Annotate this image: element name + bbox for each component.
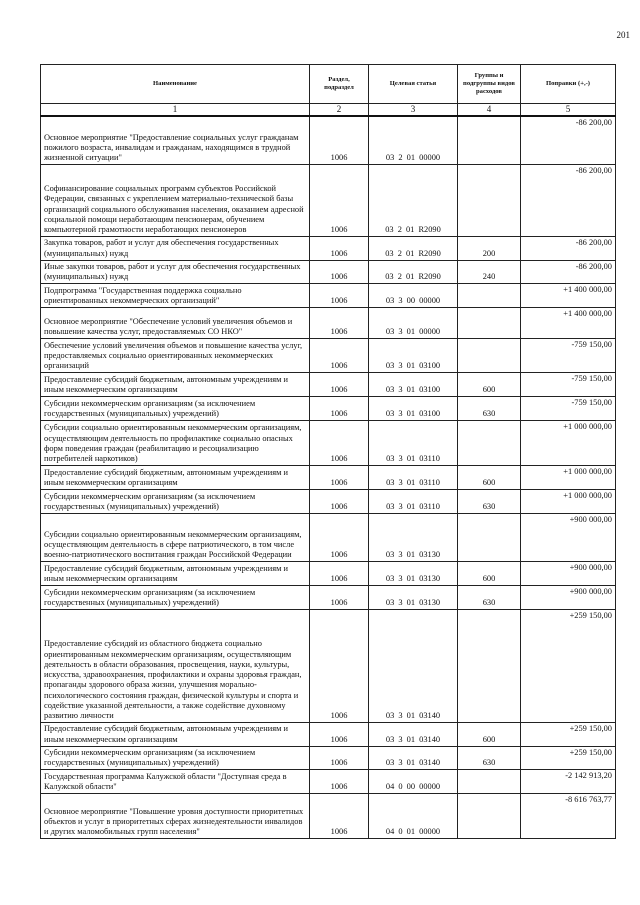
row-expense-group: 630	[458, 586, 521, 610]
row-target-article: 03 3 01 03130	[369, 562, 458, 586]
row-name: Государственная программа Калужской области "Доступная среда в Калужской области"	[41, 770, 310, 794]
table-row	[41, 466, 616, 490]
table-header-row	[41, 65, 616, 104]
table-row	[41, 421, 616, 466]
header-section: Раздел, подраздел	[310, 65, 369, 104]
row-name: Закупка товаров, работ и услуг для обеспечения государственных (муниципальных) нужд	[41, 237, 310, 261]
row-section: 1006	[310, 770, 369, 794]
row-expense-group: 600	[458, 723, 521, 747]
row-name: Субсидии социально ориентированным некоммерческим организациям, осуществляющим деятельность по профилактике социально опасных форм поведения граждан (реабилитацию и ресоциализацию потребителей наркотиков)	[41, 421, 310, 466]
row-target-article: 04 0 01 00000	[369, 794, 458, 839]
row-expense-group: 240	[458, 260, 521, 284]
row-section: 1006	[310, 490, 369, 514]
row-target-article: 04 0 00 00000	[369, 770, 458, 794]
column-number: 4	[458, 104, 521, 116]
row-name: Предоставление субсидий бюджетным, автономным учреждениям и иным некоммерческим организациям	[41, 466, 310, 490]
row-expense-group	[458, 165, 521, 237]
row-section: 1006	[310, 165, 369, 237]
row-expense-group: 630	[458, 746, 521, 770]
row-section: 1006	[310, 746, 369, 770]
row-target-article: 03 3 01 00000	[369, 308, 458, 339]
row-expense-group: 600	[458, 373, 521, 397]
row-expense-group	[458, 794, 521, 839]
row-section: 1006	[310, 373, 369, 397]
row-amendment: +1 400 000,00	[521, 284, 616, 308]
row-amendment: +259 150,00	[521, 610, 616, 723]
row-section: 1006	[310, 260, 369, 284]
row-section: 1006	[310, 466, 369, 490]
table-row	[41, 610, 616, 723]
row-name: Предоставление субсидий бюджетным, автономным учреждениям и иным некоммерческим организациям	[41, 373, 310, 397]
row-expense-group	[458, 308, 521, 339]
row-amendment: +900 000,00	[521, 562, 616, 586]
row-expense-group	[458, 339, 521, 373]
row-amendment: -86 200,00	[521, 165, 616, 237]
column-number-row	[41, 104, 616, 116]
row-section: 1006	[310, 610, 369, 723]
table-row	[41, 562, 616, 586]
row-amendment: +259 150,00	[521, 723, 616, 747]
row-section: 1006	[310, 397, 369, 421]
row-amendment: +1 400 000,00	[521, 308, 616, 339]
table-row	[41, 165, 616, 237]
row-name: Иные закупки товаров, работ и услуг для обеспечения государственных (муниципальных) нужд	[41, 260, 310, 284]
row-target-article: 03 3 01 03100	[369, 339, 458, 373]
column-number: 3	[369, 104, 458, 116]
row-expense-group: 630	[458, 490, 521, 514]
row-expense-group: 200	[458, 237, 521, 261]
row-section: 1006	[310, 794, 369, 839]
row-expense-group	[458, 284, 521, 308]
row-name: Подпрограмма "Государственная поддержка социально ориентированных некоммерческих организаций"	[41, 284, 310, 308]
row-expense-group	[458, 610, 521, 723]
row-amendment: -759 150,00	[521, 397, 616, 421]
table-row	[41, 794, 616, 839]
row-amendment: -86 200,00	[521, 116, 616, 165]
row-amendment: +900 000,00	[521, 514, 616, 562]
table-row	[41, 373, 616, 397]
row-amendment: -86 200,00	[521, 260, 616, 284]
header-amend: Поправки (+,-)	[521, 65, 616, 104]
row-amendment: -8 616 763,77	[521, 794, 616, 839]
row-expense-group: 600	[458, 466, 521, 490]
row-section: 1006	[310, 562, 369, 586]
row-section: 1006	[310, 723, 369, 747]
row-name: Субсидии социально ориентированным некоммерческим организациям, осуществляющим деятельность в сфере патриотического, в том числе военно-патриотического воспитания граждан Российской Федерации	[41, 514, 310, 562]
row-target-article: 03 3 01 03140	[369, 746, 458, 770]
row-name: Софинансирование социальных программ субъектов Российской Федерации, связанных с укреплением материально-технической базы организаций социального обслуживания населения, оказанием адресной социальной помощи неработающим пенсионерам, обучением компьютерной грамотности неработающих пенсионеров	[41, 165, 310, 237]
row-name: Основное мероприятие "Обеспечение условий увеличения объемов и повышение качества услуг, предоставляемых СО НКО"	[41, 308, 310, 339]
row-name: Предоставление субсидий из областного бюджета социально ориентированным некоммерческим организациям, осуществляющим деятельность в области образования, просвещения, науки, культуры, искусства, здравоохранения, профилактики и охраны здоровья граждан, пропаганды здорового образа жизни, улучшения морально-психологического состояния граждан, физической культуры и спорта и содействие указанной деятельности, а также содействие духовному развитию личности	[41, 610, 310, 723]
table-row	[41, 514, 616, 562]
table-row	[41, 586, 616, 610]
row-target-article: 03 3 01 03110	[369, 490, 458, 514]
row-target-article: 03 3 01 03100	[369, 373, 458, 397]
column-number: 2	[310, 104, 369, 116]
row-expense-group: 630	[458, 397, 521, 421]
row-expense-group	[458, 116, 521, 165]
row-section: 1006	[310, 514, 369, 562]
row-section: 1006	[310, 421, 369, 466]
row-target-article: 03 3 01 03140	[369, 610, 458, 723]
row-name: Субсидии некоммерческим организациям (за исключением государственных (муниципальных) учреждений)	[41, 586, 310, 610]
row-target-article: 03 3 01 03140	[369, 723, 458, 747]
row-amendment: -2 142 913,20	[521, 770, 616, 794]
row-expense-group: 600	[458, 562, 521, 586]
row-name: Основное мероприятие "Предоставление социальных услуг гражданам пожилого возраста, инвалидам и гражданам, находящимся в трудной жизненной ситуации"	[41, 116, 310, 165]
row-target-article: 03 2 01 00000	[369, 116, 458, 165]
row-section: 1006	[310, 586, 369, 610]
row-name: Субсидии некоммерческим организациям (за исключением государственных (муниципальных) учреждений)	[41, 490, 310, 514]
table-row	[41, 260, 616, 284]
table-row	[41, 116, 616, 165]
row-amendment: -759 150,00	[521, 339, 616, 373]
table-row	[41, 770, 616, 794]
row-amendment: +1 000 000,00	[521, 421, 616, 466]
row-amendment: -759 150,00	[521, 373, 616, 397]
row-section: 1006	[310, 339, 369, 373]
row-expense-group	[458, 421, 521, 466]
page-number: 201	[616, 30, 630, 40]
table-row	[41, 723, 616, 747]
row-name: Субсидии некоммерческим организациям (за исключением государственных (муниципальных) учреждений)	[41, 397, 310, 421]
row-name: Субсидии некоммерческим организациям (за исключением государственных (муниципальных) учреждений)	[41, 746, 310, 770]
row-amendment: +1 000 000,00	[521, 490, 616, 514]
column-number: 1	[41, 104, 310, 116]
row-target-article: 03 3 00 00000	[369, 284, 458, 308]
header-groups: Группы и подгруппы видов расходов	[458, 65, 521, 104]
row-section: 1006	[310, 237, 369, 261]
row-target-article: 03 3 01 03100	[369, 397, 458, 421]
header-target: Целевая статья	[369, 65, 458, 104]
header-name: Наименование	[41, 65, 310, 104]
table-row	[41, 746, 616, 770]
row-section: 1006	[310, 284, 369, 308]
row-section: 1006	[310, 308, 369, 339]
row-name: Предоставление субсидий бюджетным, автономным учреждениям и иным некоммерческим организациям	[41, 723, 310, 747]
row-expense-group	[458, 514, 521, 562]
row-amendment: +900 000,00	[521, 586, 616, 610]
column-number: 5	[521, 104, 616, 116]
row-amendment: +1 000 000,00	[521, 466, 616, 490]
row-target-article: 03 3 01 03110	[369, 466, 458, 490]
table-row	[41, 284, 616, 308]
row-target-article: 03 3 01 03130	[369, 586, 458, 610]
table-row	[41, 308, 616, 339]
table-row	[41, 237, 616, 261]
budget-amendments-table	[40, 64, 616, 839]
row-amendment: -86 200,00	[521, 237, 616, 261]
row-target-article: 03 2 01 R2090	[369, 237, 458, 261]
table-row	[41, 339, 616, 373]
row-section: 1006	[310, 116, 369, 165]
row-target-article: 03 2 01 R2090	[369, 165, 458, 237]
row-target-article: 03 2 01 R2090	[369, 260, 458, 284]
row-name: Предоставление субсидий бюджетным, автономным учреждениям и иным некоммерческим организациям	[41, 562, 310, 586]
row-amendment: +259 150,00	[521, 746, 616, 770]
row-target-article: 03 3 01 03130	[369, 514, 458, 562]
table-row	[41, 397, 616, 421]
table-row	[41, 490, 616, 514]
row-name: Обеспечение условий увеличения объемов и повышение качества услуг, предоставляемых социально ориентированных некоммерческих организаций	[41, 339, 310, 373]
row-expense-group	[458, 770, 521, 794]
row-name: Основное мероприятие "Повышение уровня доступности приоритетных объектов и услуг в приоритетных сферах жизнедеятельности инвалидов и других маломобильных групп населения"	[41, 794, 310, 839]
row-target-article: 03 3 01 03110	[369, 421, 458, 466]
